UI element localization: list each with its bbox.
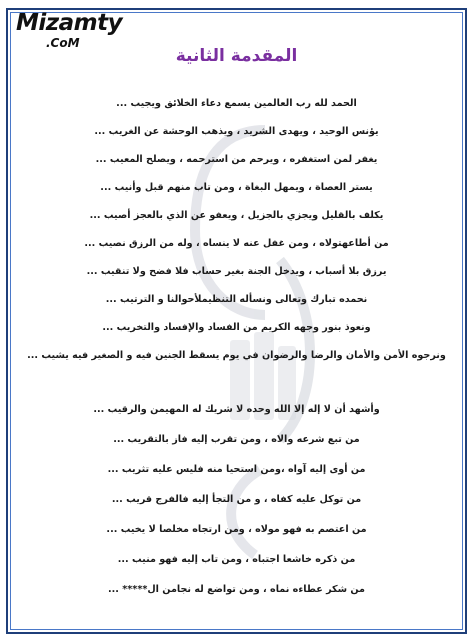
text-line: من أوى إليه آواه ،ومن استحيا منه فليس عليه تثريب ... xyxy=(107,464,366,475)
text-line: نحمده تبارك وتعالى ونسأله التنظيملأحوالنا و الترتيب ... xyxy=(105,294,368,305)
text-line: يستر العصاة ، ويمهل البغاة ، ومن تاب منهم قبل وأنيب ... xyxy=(100,182,373,193)
text-line: من تبع شرعه والاه ، ومن تقرب إليه فاز بالتقريب ... xyxy=(113,434,360,445)
logo-domain: .CoM xyxy=(46,36,80,50)
text-line: ونرجوه الأمن والأمان والرضا والرضوان في يوم يسقط الجنين فيه و الصغير فيه يشيب ... xyxy=(27,350,446,361)
text-line: يرزق بلا أسباب ، ويدخل الجنة بغير حساب فلا فضح ولا تنقيب ... xyxy=(86,266,387,277)
text-line: من شكر عطاءه نماه ، ومن تواضع له نجامن ال***** ... xyxy=(108,584,365,595)
text-line: يغفر لمن استغفره ، ويرحم من استرحمه ، ويصلح المعيب ... xyxy=(95,154,378,165)
text-line: يؤنس الوحيد ، ويهدى الشريد ، ويذهب الوحشة عن الغريب ... xyxy=(94,126,379,137)
text-line: يكلف بالقليل ويجزي بالجزيل ، ويعفو عن الذي بالعجز أصيب ... xyxy=(89,210,384,221)
text-line: من اعتصم به فهو مولاه ، ومن ارتجاه مخلصا لا يخيب ... xyxy=(106,524,367,535)
text-line: من توكل عليه كفاه ، و من التجأ إليه فالفرج قريب ... xyxy=(111,494,362,505)
page-title: المقدمة الثانية xyxy=(175,46,298,66)
text-line: وأشهد أن لا إله إلا الله وحده لا شريك له المهيمن والرقيب ... xyxy=(93,404,380,415)
text-line: من ذكره خاشعا اجتباه ، ومن تاب إليه فهو منيب ... xyxy=(117,554,356,565)
text-line: ونعوذ بنور وجهه الكريم من الفساد والإفساد والتخريب ... xyxy=(102,322,371,333)
text-line: الحمد لله رب العالمين يسمع دعاء الخلائق ويجيب ... xyxy=(116,98,357,109)
logo-text: Mizamty xyxy=(16,10,123,36)
text-line: من أطاعهتولاه ، ومن غفل عنه لا ينساه ، وله من الرزق نصيب ... xyxy=(84,238,389,249)
